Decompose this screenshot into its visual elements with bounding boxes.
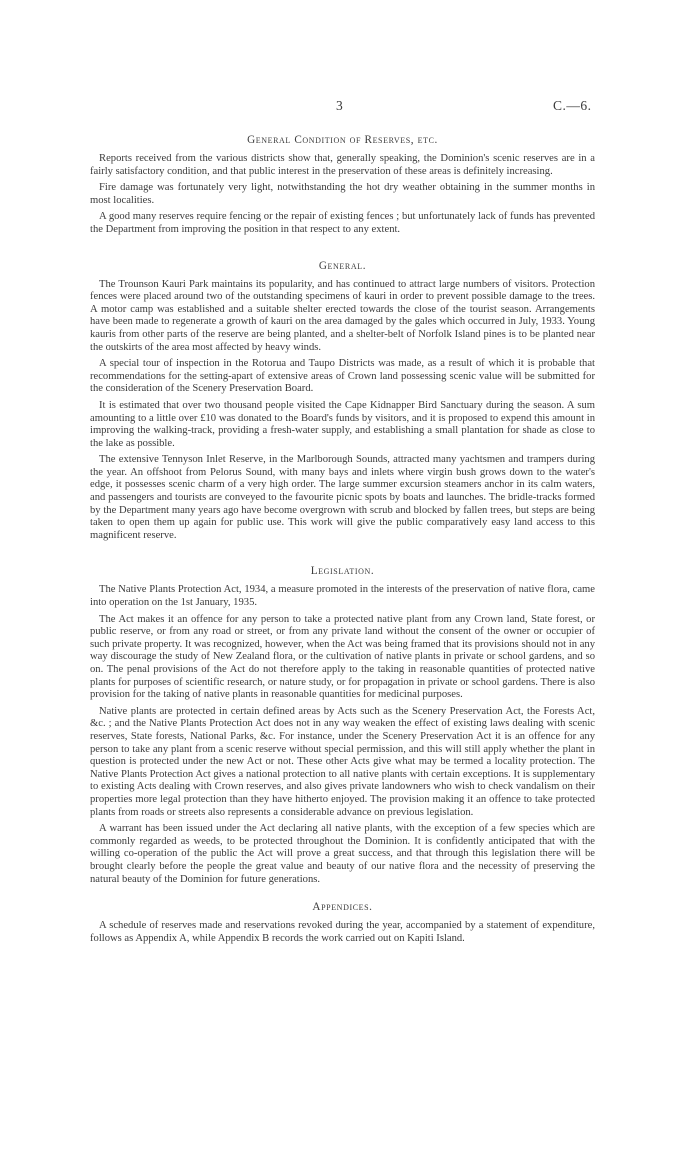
document-reference: C.—6. xyxy=(553,98,592,113)
page-header xyxy=(0,98,700,118)
paragraph: A good many reserves require fencing or the repair of existing fences ; but unfortunately lack of funds has prevented the Department from improving the position in that respect to any extent. xyxy=(90,211,595,235)
paragraph: The extensive Tennyson Inlet Reserve, in the Marlborough Sounds, attracted many yachtsmen and trampers during the year. An offshoot from Pelorus Sound, with many bays and inlets where virgin bush grows down to the water's edge, it possesses scenic charm of a very high order. The large summer excursion steamers anchor in its calm waters, and passengers and tourists are conveyed to the favourite picnic spots by boats and launches. The bridle-tracks formed by the Department many years ago have become overgrown with scrub and blocked by fallen trees, but steps are being taken to open them up again for public use. This work will give the public comparatively easy land access to this magnificent reserve. xyxy=(90,454,595,541)
section-heading: General Condition of Reserves, etc. xyxy=(247,134,438,146)
paragraph: Reports received from the various districts show that, generally speaking, the Dominion's scenic reserves are in a fairly satisfactory condition, and that public interest in the preservation of these areas is definitely increasing. xyxy=(90,153,595,177)
paragraph: The Act makes it an offence for any person to take a protected native plant from any Crown land, State forest, or public reserve, or from any road or street, or from any private land without the consent of the owner or occupier of such private property. It was recognized, however, when the Act was being framed that its provisions should not in any way discourage the study of New Zealand flora, or the cultivation of native plants in private or school gardens, and so on. The penal provisions of the Act do not therefore apply to the taking in reasonable quantities of protected native plants for purposes of scientific research, or nature study, or for propagation in private or school gardens. There is also provision for the taking of native plants in reasonable quantities for medicinal purposes. xyxy=(90,613,595,701)
section-heading: General. xyxy=(318,259,367,272)
paragraph: It is estimated that over two thousand people visited the Cape Kidnapper Bird Sanctuary during the season. A sum amounting to a little over £10 was donated to the Board's funds by visitors, and it is proposed to expend this amount in improving the walking-track, providing a fresh-water supply, and establishing a small plantation for shade as close to the lake as possible. xyxy=(90,399,595,449)
paragraph: A schedule of reserves made and reservations revoked during the year, accompanied by a statement of expenditure, follows as Appendix A, while Appendix B records the work carried out on Kapiti Island. xyxy=(90,920,595,944)
paragraph: A special tour of inspection in the Rotorua and Taupo Districts was made, as a result of which it is probable that recommendations for the setting-apart of extensive areas of Crown land possessing scenic value will be submitted for the consideration of the Scenery Preservation Board. xyxy=(90,358,595,395)
paragraph: The Native Plants Protection Act, 1934, a measure promoted in the interests of the preservation of native flora, came into operation on the 1st January, 1935. xyxy=(90,584,595,609)
paragraph: Native plants are protected in certain defined areas by Acts such as the Scenery Preservation Act, the Forests Act, &c. ; and the Native Plants Protection Act does not in any way weaken the effect of existing laws dealing with scenic reserves, State forests, National Parks, &c. For instance, under the Scenery Preservation Act it is an offence for any person to take any plant from a scenic reserve without special permission, and this will still apply whether the plant in question is protected under the new Act or not. These other Acts give what may be termed a locality protection. The Native Plants Protection Act gives a national protection to all native plants with certain exceptions. It is supplementary to existing Acts dealing with Crown reserves, and also gives private landowners who wish to check vandalism on their properties more legal protection than they have hitherto enjoyed. The provision making it an offence to take protected plants from roads or streets also represents a considerable advance on previous legislation. xyxy=(90,705,595,818)
paragraph: Fire damage was fortunately very light, notwithstanding the hot dry weather obtaining in the summer months in most localities. xyxy=(90,182,595,206)
section-legislation xyxy=(90,565,595,886)
paragraph: A warrant has been issued under the Act declaring all native plants, with the exception of a few species which are commonly regarded as weeds, to be protected throughout the Dominion. It is confidently anticipated that with the willing co-operation of the public the Act will prove a great success, and that through this legislation there will be brought clearly before the people the great value and beauty of our native flora and the necessity of preserving the natural beauty of the Dominion for future generations. xyxy=(90,823,595,885)
section-appendices xyxy=(90,901,595,945)
section-heading: Legislation. xyxy=(310,565,375,578)
page-number: 3 xyxy=(336,98,343,113)
section-general xyxy=(90,260,595,543)
section-heading: Appendices. xyxy=(312,901,373,914)
document-body xyxy=(90,134,595,949)
paragraph: The Trounson Kauri Park maintains its popularity, and has continued to attract large numbers of visitors. Protection fences were placed around two of the outstanding specimens of kauri in order to prevent possible damage to the trees. A motor camp was established and a suitable shelter erected towards the close of the tourist season. Arrangements have been made to regenerate a growth of kauri on the area damaged by the gales which occurred in July, 1933. Young kauris from other parts of the reserve are being planted, and a shelter-belt of Norfolk Island pines is to be planted near the outskirts of the area most affected by heavy winds. xyxy=(90,278,595,353)
section-general-condition xyxy=(90,134,595,237)
